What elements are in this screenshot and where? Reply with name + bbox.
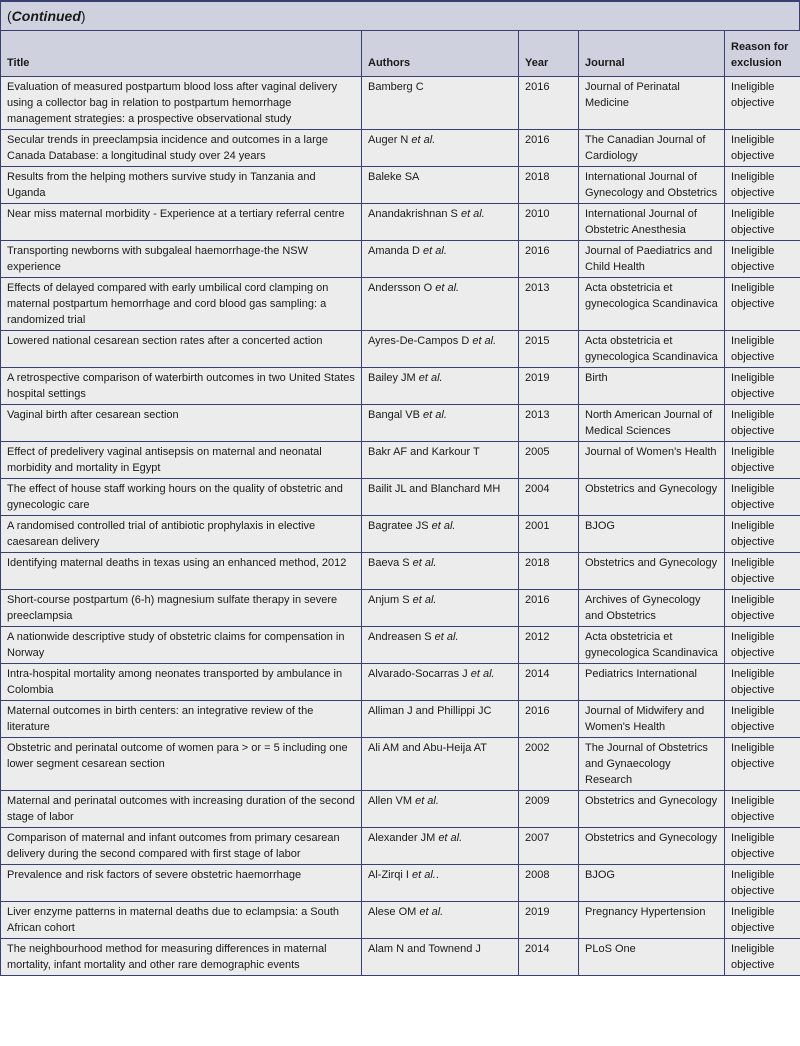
cell-journal: Pregnancy Hypertension <box>579 902 725 939</box>
cell-journal: Archives of Gynecology and Obstetrics <box>579 590 725 627</box>
cell-journal: Journal of Midwifery and Women's Health <box>579 701 725 738</box>
cell-year: 2019 <box>519 368 579 405</box>
cell-reason: Ineligible objective <box>725 553 800 590</box>
et-al: et al. <box>438 832 463 844</box>
cell-year: 2016 <box>519 701 579 738</box>
cell-title: Maternal outcomes in birth centers: an integrative review of the literature <box>1 701 362 738</box>
author-names: Bakr AF and Karkour T <box>368 446 480 458</box>
cell-journal: International Journal of Gynecology and Obstetrics <box>579 167 725 204</box>
cell-reason: Ineligible objective <box>725 902 800 939</box>
table-row <box>1 590 800 627</box>
cell-reason: Ineligible objective <box>725 331 800 368</box>
header-row <box>1 31 800 77</box>
cell-year: 2010 <box>519 204 579 241</box>
cell-journal: The Journal of Obstetrics and Gynaecology Research <box>579 738 725 791</box>
header-reason: Reason for exclusion <box>725 31 800 77</box>
cell-journal: Journal of Women's Health <box>579 442 725 479</box>
author-names: Anjum S <box>368 594 413 606</box>
author-names: Bailit JL and Blanchard MH <box>368 483 501 495</box>
cell-reason: Ineligible objective <box>725 368 800 405</box>
et-al: et al. <box>418 372 443 384</box>
author-names: Alvarado-Socarras J <box>368 668 471 680</box>
author-tail: . <box>435 869 439 881</box>
header-year: Year <box>519 31 579 77</box>
author-names: Amanda D <box>368 245 424 257</box>
cell-year: 2007 <box>519 828 579 865</box>
table-row <box>1 738 800 791</box>
cell-authors <box>362 939 519 976</box>
cell-reason: Ineligible objective <box>725 204 800 241</box>
et-al: et al. <box>419 906 444 918</box>
cell-authors <box>362 442 519 479</box>
table-header <box>1 31 800 77</box>
cell-title: Results from the helping mothers survive study in Tanzania and Uganda <box>1 167 362 204</box>
cell-title: Lowered national cesarean section rates after a concerted action <box>1 331 362 368</box>
cell-authors <box>362 204 519 241</box>
table-row <box>1 241 800 278</box>
cell-journal: International Journal of Obstetric Anesthesia <box>579 204 725 241</box>
table-row <box>1 77 800 130</box>
cell-journal: Obstetrics and Gynecology <box>579 828 725 865</box>
table-row <box>1 479 800 516</box>
cell-title: The effect of house staff working hours on the quality of obstetric and gynecologic care <box>1 479 362 516</box>
cell-reason: Ineligible objective <box>725 590 800 627</box>
header-journal: Journal <box>579 31 725 77</box>
table-row <box>1 278 800 331</box>
author-names: Ali AM and Abu-Heija AT <box>368 742 488 754</box>
et-al: et al. <box>434 631 459 643</box>
cell-reason: Ineligible objective <box>725 167 800 204</box>
cell-authors <box>362 241 519 278</box>
et-al: et al. <box>412 557 437 569</box>
cell-authors <box>362 479 519 516</box>
cell-journal: North American Journal of Medical Sciences <box>579 405 725 442</box>
cell-reason: Ineligible objective <box>725 241 800 278</box>
cell-journal: Journal of Perinatal Medicine <box>579 77 725 130</box>
et-al: et al. <box>431 520 456 532</box>
cell-year: 2009 <box>519 791 579 828</box>
cell-reason: Ineligible objective <box>725 405 800 442</box>
cell-reason: Ineligible objective <box>725 664 800 701</box>
table-row <box>1 902 800 939</box>
et-al: et al. <box>460 208 485 220</box>
cell-title: Liver enzyme patterns in maternal deaths due to eclampsia: a South African cohort <box>1 902 362 939</box>
cell-year: 2001 <box>519 516 579 553</box>
cell-title: Prevalence and risk factors of severe obstetric haemorrhage <box>1 865 362 902</box>
cell-year: 2002 <box>519 738 579 791</box>
cell-reason: Ineligible objective <box>725 77 800 130</box>
cell-authors <box>362 590 519 627</box>
cell-year: 2016 <box>519 590 579 627</box>
cell-title: Vaginal birth after cesarean section <box>1 405 362 442</box>
author-names: Alese OM <box>368 906 420 918</box>
cell-year: 2004 <box>519 479 579 516</box>
cell-title: Transporting newborns with subgaleal haemorrhage-the NSW experience <box>1 241 362 278</box>
cell-year: 2005 <box>519 442 579 479</box>
cell-journal: Acta obstetricia et gynecologica Scandinavica <box>579 627 725 664</box>
cell-journal: Obstetrics and Gynecology <box>579 553 725 590</box>
cell-journal: Birth <box>579 368 725 405</box>
cell-title: Near miss maternal morbidity - Experience at a tertiary referral centre <box>1 204 362 241</box>
cell-title: Intra-hospital mortality among neonates transported by ambulance in Colombia <box>1 664 362 701</box>
cell-reason: Ineligible objective <box>725 627 800 664</box>
cell-journal: Acta obstetricia et gynecologica Scandinavica <box>579 278 725 331</box>
et-al: et al. <box>415 795 439 807</box>
table-row <box>1 939 800 976</box>
author-names: Alliman J and Phillippi JC <box>368 705 492 717</box>
cell-authors <box>362 331 519 368</box>
author-names: Ayres-De-Campos D <box>368 335 473 347</box>
table-row <box>1 865 800 902</box>
cell-year: 2012 <box>519 627 579 664</box>
author-names: Andersson O <box>368 282 436 294</box>
cell-year: 2018 <box>519 553 579 590</box>
table-row <box>1 791 800 828</box>
header-title: Title <box>1 31 362 77</box>
cell-year: 2013 <box>519 278 579 331</box>
cell-journal: The Canadian Journal of Cardiology <box>579 130 725 167</box>
table-row <box>1 167 800 204</box>
cell-authors <box>362 701 519 738</box>
cell-authors <box>362 405 519 442</box>
author-names: Baleke SA <box>368 171 420 183</box>
table-row <box>1 130 800 167</box>
cell-year: 2015 <box>519 331 579 368</box>
cell-authors <box>362 664 519 701</box>
cell-authors <box>362 627 519 664</box>
cell-journal: Obstetrics and Gynecology <box>579 479 725 516</box>
cell-journal: Journal of Paediatrics and Child Health <box>579 241 725 278</box>
table-row <box>1 331 800 368</box>
cell-authors <box>362 130 519 167</box>
et-al: et al. <box>412 594 437 606</box>
caption-close-paren: ) <box>80 8 86 24</box>
cell-title: A retrospective comparison of waterbirth outcomes in two United States hospital settings <box>1 368 362 405</box>
caption-label: Continued <box>11 8 81 24</box>
cell-reason: Ineligible objective <box>725 479 800 516</box>
cell-title: Short-course postpartum (6-h) magnesium sulfate therapy in severe preeclampsia <box>1 590 362 627</box>
et-al: et al. <box>470 668 495 680</box>
caption-open-paren: ( <box>7 8 12 24</box>
cell-reason: Ineligible objective <box>725 516 800 553</box>
cell-authors <box>362 77 519 130</box>
author-names: Al-Zirqi I <box>368 869 412 881</box>
cell-title: A nationwide descriptive study of obstetric claims for compensation in Norway <box>1 627 362 664</box>
cell-reason: Ineligible objective <box>725 865 800 902</box>
et-al: et al. <box>472 335 497 347</box>
table-row <box>1 442 800 479</box>
et-al: et al. <box>423 245 447 257</box>
cell-authors <box>362 368 519 405</box>
cell-title: A randomised controlled trial of antibiotic prophylaxis in elective caesarean delivery <box>1 516 362 553</box>
et-al: et al. <box>411 134 436 146</box>
header-authors: Authors <box>362 31 519 77</box>
table-caption <box>0 0 800 30</box>
cell-reason: Ineligible objective <box>725 442 800 479</box>
cell-title: Identifying maternal deaths in texas using an enhanced method, 2012 <box>1 553 362 590</box>
table-row <box>1 553 800 590</box>
cell-authors <box>362 738 519 791</box>
cell-authors <box>362 828 519 865</box>
cell-journal: Obstetrics and Gynecology <box>579 791 725 828</box>
cell-title: Obstetric and perinatal outcome of women para > or = 5 including one lower segment cesarean section <box>1 738 362 791</box>
author-names: Alam N and Townend J <box>368 943 481 955</box>
cell-year: 2016 <box>519 130 579 167</box>
cell-journal: Pediatrics International <box>579 664 725 701</box>
cell-journal: BJOG <box>579 865 725 902</box>
et-al: et al. <box>423 409 447 421</box>
cell-title: Effects of delayed compared with early umbilical cord clamping on maternal postpartum hemorrhage and cord blood gas sampling: a randomized trial <box>1 278 362 331</box>
table-body <box>1 77 800 976</box>
cell-title: Evaluation of measured postpartum blood loss after vaginal delivery using a collector bag in relation to postpartum hemorrhage management strategies: a prospective observational study <box>1 77 362 130</box>
table-row <box>1 701 800 738</box>
table-row <box>1 664 800 701</box>
cell-year: 2016 <box>519 241 579 278</box>
cell-year: 2014 <box>519 664 579 701</box>
cell-authors <box>362 516 519 553</box>
exclusion-table <box>0 30 800 976</box>
author-names: Bangal VB <box>368 409 424 421</box>
table-row <box>1 368 800 405</box>
cell-authors <box>362 553 519 590</box>
cell-authors <box>362 278 519 331</box>
cell-reason: Ineligible objective <box>725 828 800 865</box>
table-row <box>1 405 800 442</box>
author-names: Allen VM <box>368 795 416 807</box>
cell-title: Effect of predelivery vaginal antisepsis on maternal and neonatal morbidity and mortality in Egypt <box>1 442 362 479</box>
cell-year: 2019 <box>519 902 579 939</box>
cell-authors <box>362 902 519 939</box>
cell-year: 2013 <box>519 405 579 442</box>
cell-journal: PLoS One <box>579 939 725 976</box>
cell-journal: BJOG <box>579 516 725 553</box>
cell-year: 2016 <box>519 77 579 130</box>
author-names: Auger N <box>368 134 412 146</box>
cell-reason: Ineligible objective <box>725 130 800 167</box>
cell-title: Comparison of maternal and infant outcomes from primary cesarean delivery during the second compared with first stage of labor <box>1 828 362 865</box>
et-al: et al. <box>412 869 436 881</box>
author-names: Bailey JM <box>368 372 419 384</box>
cell-title: Maternal and perinatal outcomes with increasing duration of the second stage of labor <box>1 791 362 828</box>
cell-reason: Ineligible objective <box>725 701 800 738</box>
cell-reason: Ineligible objective <box>725 939 800 976</box>
cell-reason: Ineligible objective <box>725 278 800 331</box>
cell-authors <box>362 791 519 828</box>
cell-year: 2008 <box>519 865 579 902</box>
cell-year: 2014 <box>519 939 579 976</box>
author-names: Anandakrishnan S <box>368 208 461 220</box>
cell-reason: Ineligible objective <box>725 791 800 828</box>
cell-journal: Acta obstetricia et gynecologica Scandinavica <box>579 331 725 368</box>
cell-title: Secular trends in preeclampsia incidence and outcomes in a large Canada Database: a longitudinal study over 24 years <box>1 130 362 167</box>
author-names: Baeva S <box>368 557 413 569</box>
author-names: Bagratee JS <box>368 520 432 532</box>
cell-authors <box>362 865 519 902</box>
table-row <box>1 828 800 865</box>
table-row <box>1 204 800 241</box>
cell-title: The neighbourhood method for measuring differences in maternal mortality, infant mortality and other rare demographic events <box>1 939 362 976</box>
table-row <box>1 627 800 664</box>
author-names: Alexander JM <box>368 832 439 844</box>
cell-reason: Ineligible objective <box>725 738 800 791</box>
author-names: Andreasen S <box>368 631 435 643</box>
cell-year: 2018 <box>519 167 579 204</box>
table-row <box>1 516 800 553</box>
et-al: et al. <box>435 282 460 294</box>
author-names: Bamberg C <box>368 81 424 93</box>
cell-authors <box>362 167 519 204</box>
